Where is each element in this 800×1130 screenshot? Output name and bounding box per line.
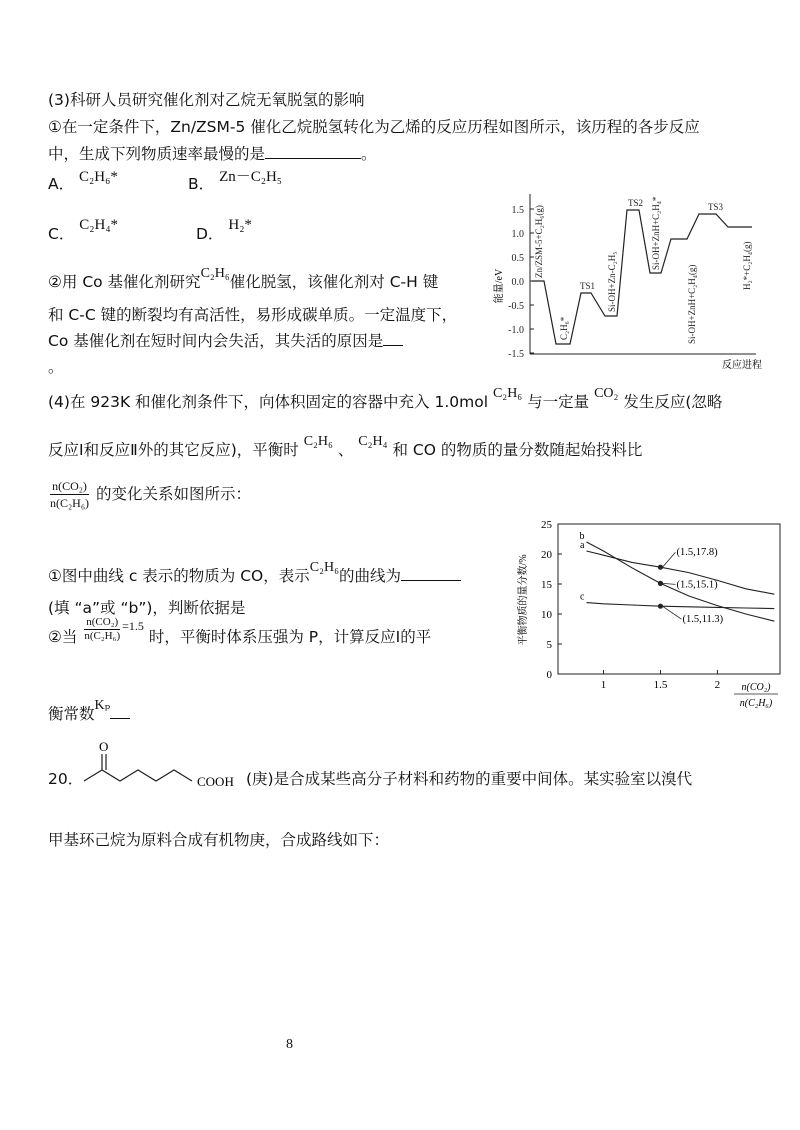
q4-formula-c2h6: C₂H₆ <box>492 386 523 401</box>
q3-p2-line1 <box>48 266 439 294</box>
answer-blank <box>401 566 461 581</box>
energy-label-ts3: TS3 <box>708 202 724 212</box>
y-ticks <box>541 519 562 681</box>
q3-heading: (3)科研人员研究催化剂对乙烷无氧脱氢的影响 <box>48 91 365 109</box>
q3-p2-line3 <box>48 331 403 351</box>
q4-formula-co2: CO₂ <box>594 386 619 401</box>
q4-text-f: 的变化关系如图所示： <box>95 485 251 503</box>
series-label-a: a <box>580 540 585 551</box>
annotation-label: (1.5,15.1) <box>676 579 718 591</box>
q3-p1-end: 。 <box>361 145 377 163</box>
q4-text-e: 和 CO 的物质的量分数随起始投料比 <box>392 441 643 459</box>
q4-s2-text-b: 时，平衡时体系压强为 P，计算反应Ⅰ的平 <box>148 628 432 646</box>
energy-xlabel: 反应进程 <box>722 360 762 371</box>
y-tick-label: 20 <box>541 549 552 561</box>
energy-label-int3: Si-OH+ZnH+C₂H₄(g) <box>687 264 697 344</box>
data-point <box>658 581 663 586</box>
q4-line3 <box>48 478 251 511</box>
answer-blank <box>383 331 403 346</box>
series-line-c <box>587 603 775 609</box>
answer-blank <box>265 144 361 159</box>
ratio-numerator: n(CO₂) <box>52 479 87 493</box>
series-label-b: b <box>579 531 585 542</box>
q4-formula-c2h4: C₂H₄ <box>358 434 388 449</box>
q4-s1-line2: (填 “a”或 “b”)，判断依据是 <box>48 599 246 617</box>
kp-symbol: Kₚ <box>94 698 111 713</box>
q4-line2 <box>48 434 643 462</box>
series-label-c: c <box>580 591 585 603</box>
option-d <box>196 217 252 245</box>
q4-text-b: 与一定量 <box>527 393 590 411</box>
q4-formula-c2h6-b: C₂H₆ <box>303 434 333 449</box>
x-ticks <box>601 670 720 691</box>
energy-label-end: H₂*+C₂H₄(g) <box>742 241 752 290</box>
option-b-label: B． <box>188 175 215 193</box>
annotation-leader <box>662 583 675 584</box>
option-a-formula: C₂H₆* <box>79 169 118 185</box>
page-number: 8 <box>286 1037 293 1052</box>
energy-label-ts2: TS2 <box>628 198 644 208</box>
energy-tick: 1.0 <box>511 229 524 240</box>
q4-s1-text-b: 的曲线为 <box>338 567 401 585</box>
q3-p1-line1: ①在一定条件下，Zn/ZSM-5 催化乙烷脱氢转化为乙烯的反应历程如图所示，该历程的各步反应 <box>48 118 700 136</box>
y-tick-label: 25 <box>541 519 552 531</box>
annotation-label: (1.5,17.8) <box>676 547 718 559</box>
energy-tick: 0.0 <box>511 277 524 288</box>
q4-text-d: 反应Ⅰ和反应Ⅱ外的其它反应)，平衡时 <box>48 441 299 459</box>
option-b-formula: Zn－C₂H₅ <box>219 169 283 185</box>
q4-text-a: (4)在 923K 和催化剂条件下，向体积固定的容器中充入 1.0mol <box>48 393 489 411</box>
annotation-label: (1.5,11.3) <box>682 614 724 626</box>
q20-number: 20． <box>48 770 84 788</box>
energy-tick: -1.0 <box>508 325 524 336</box>
y-tick-label: 15 <box>541 579 552 591</box>
q20-text1: (庚)是合成某些高分子材料和药物的重要中间体。某实验室以溴代 <box>246 770 693 788</box>
option-a <box>48 169 118 195</box>
energy-tick: -0.5 <box>508 301 524 312</box>
option-b <box>188 169 283 195</box>
annotation-leader <box>662 552 675 567</box>
y-tick-label: 10 <box>541 609 552 621</box>
cooh-label: COOH <box>197 774 234 789</box>
equilibrium-chart <box>512 518 786 712</box>
option-c-formula: C₂H₄* <box>79 217 119 233</box>
option-c-label: C． <box>48 225 75 243</box>
energy-tick: 1.5 <box>511 205 524 216</box>
s2-numerator: n(CO₂) <box>86 616 119 628</box>
x-tick-label: 2 <box>714 679 721 691</box>
energy-profile-diagram <box>490 172 770 372</box>
data-point <box>658 604 663 609</box>
x-tick-label: 1 <box>600 679 607 691</box>
compound-structure <box>80 736 250 794</box>
x-tick-label: 1.5 <box>653 679 668 691</box>
s2-denominator: n(C₂H₆) <box>84 630 121 642</box>
y-tick-label: 5 <box>546 639 552 651</box>
q4-s1-formula: C₂H₆ <box>309 560 339 575</box>
oxygen-label: O <box>99 739 109 754</box>
q4-line1 <box>48 386 723 414</box>
q4-sep: 、 <box>337 441 354 459</box>
q4-s2-text-a: ②当 <box>48 628 78 646</box>
q3-p1-line2 <box>48 144 377 164</box>
option-c <box>48 217 119 245</box>
option-a-label: A． <box>48 175 75 193</box>
q3-p2-line2: 和 C-C 键的断裂均有高活性，易形成碳单质。一定温度下， <box>48 306 458 324</box>
series-lines <box>579 531 774 621</box>
q4-s1-line1 <box>48 560 461 588</box>
chart-ylabel: 平衡物质的量分数/% <box>518 554 529 646</box>
chart-frame <box>558 524 780 674</box>
energy-label-int2: Si-OH+ZnH+C₂H₄* <box>651 196 661 270</box>
q3-p2-formula: C₂H₆ <box>200 266 230 281</box>
q3-p2-text-a: ②用 Co 基催化剂研究 <box>48 273 201 291</box>
s2-fraction <box>82 616 122 643</box>
chart-xlabel-den: n(C₂H₆) <box>739 698 773 709</box>
energy-ylabel: 能量/eV <box>494 268 505 304</box>
q4-s2-line2 <box>48 698 130 726</box>
q3-p2-text-b: 催化脱氢，该催化剂对 C-H 键 <box>229 273 439 291</box>
q3-p2-text-c: Co 基催化剂在短时间内会失活，其失活的原因是 <box>48 332 384 350</box>
ratio-denominator: n(C₂H₆) <box>50 496 90 510</box>
q3-p2-end: 。 <box>48 358 64 376</box>
q4-s1-text-a: ①图中曲线 c 表示的物质为 CO，表示 <box>48 567 310 585</box>
chart-xlabel-num: n(CO₂) <box>741 682 771 693</box>
option-d-label: D． <box>196 225 224 243</box>
q3-p1-text: 中，生成下列物质速率最慢的是 <box>48 145 266 163</box>
energy-tick: 0.5 <box>511 253 524 264</box>
q4-text-c: 发生反应(忽略 <box>623 393 723 411</box>
annotation-leader <box>662 606 681 619</box>
q4-s2-text-c: 衡常数 <box>48 705 95 723</box>
q4-s2-line1 <box>48 616 432 651</box>
energy-tick: -1.5 <box>508 349 524 360</box>
option-d-formula: H₂* <box>228 217 252 233</box>
data-point <box>658 565 663 570</box>
s2-equals: =1.5 <box>122 619 144 633</box>
energy-label-start: Zn/ZSM-5+C₂H₆(g) <box>534 205 544 278</box>
energy-label-ads: C₂H₆* <box>559 316 569 340</box>
carbon-chain <box>84 770 192 781</box>
q20-text2: 甲基环己烷为原料合成有机物庚，合成路线如下： <box>48 831 390 849</box>
energy-label-int1: Si-OH+Zn-C₂H₅ <box>607 251 617 312</box>
ratio-fraction <box>48 478 91 511</box>
answer-blank <box>110 704 130 719</box>
energy-label-ts1: TS1 <box>580 281 596 291</box>
y-tick-label: 0 <box>546 669 552 681</box>
